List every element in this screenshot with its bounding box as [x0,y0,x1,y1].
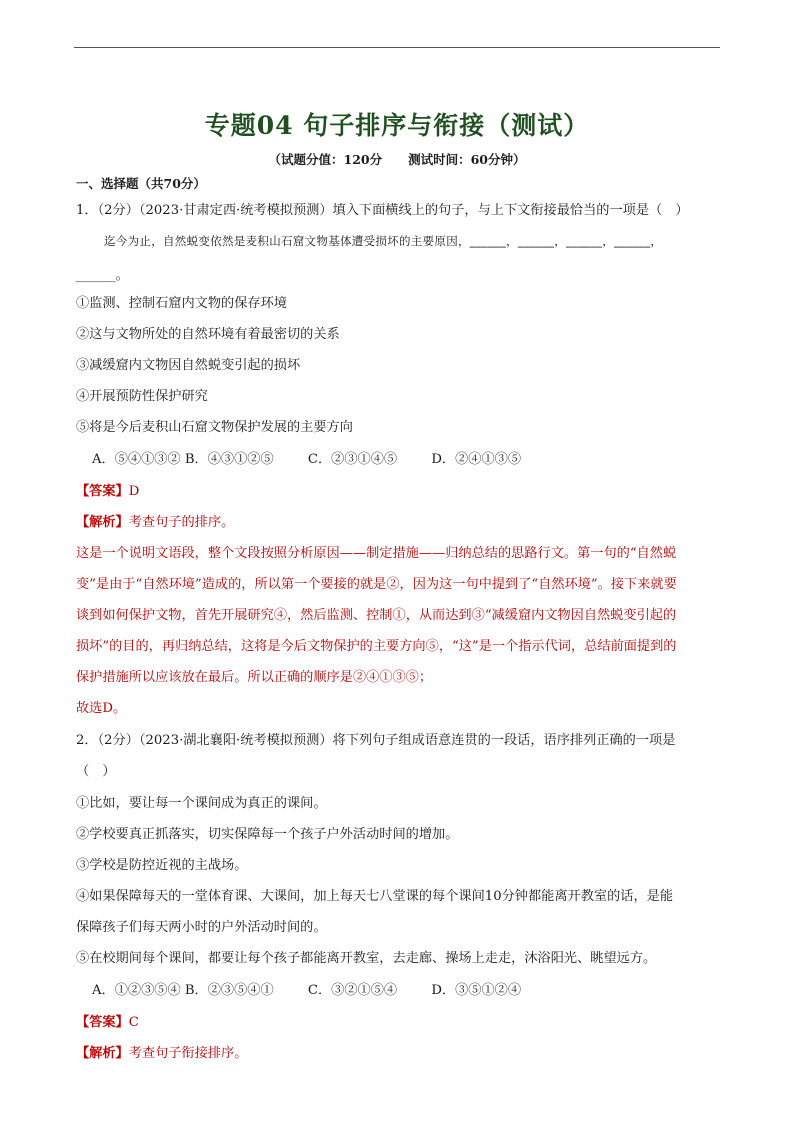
section-heading: 一、选择题（共70分） [76,176,206,191]
q2-option-d[interactable]: D．③⑤①②④ [431,983,522,998]
q1-sentence-1: ①监测、控制石窟内文物的保存环境 [76,296,287,311]
q2-stem-line2: （ ） [76,764,116,779]
q1-sentence-5: ⑤将是今后麦积山石窟文物保护发展的主要方向 [76,420,353,435]
q1-stem: 1．（2分）（2023·甘肃定西·统考模拟预测）填入下面横线上的句子，与上下文衔接最恰当的一项是（ ） [76,203,689,218]
q2-sentence-3: ③学校是防控近视的主战场。 [76,858,248,873]
q1-options [92,448,521,467]
q1-analysis-line2: 变”是由于“自然环境”造成的，所以第一个要接的就是②，因为这一句中提到了“自然环境”。接下来就要 [76,577,677,592]
header-rule [74,47,720,48]
analysis-tag: 【解析】 [76,515,129,530]
q1-analysis-line5: 保护措施所以应该放在最后。所以正确的顺序是②④①③⑤； [76,670,433,685]
exam-meta [0,150,794,168]
q1-option-a[interactable]: A．⑤④①③② [92,452,181,467]
q1-option-d[interactable]: D．②④①③⑤ [431,452,522,467]
answer-tag: 【答案】 [76,484,129,499]
answer-value: D [128,484,140,499]
q2-option-c[interactable]: C．③②①⑤④ [307,983,398,998]
analysis-tag: 【解析】 [76,1046,129,1061]
q1-sentence-4: ④开展预防性保护研究 [76,389,208,404]
q1-conclusion: 故选D。 [76,701,127,716]
q1-passage-line1: 迄今为止，自然蜕变依然是麦积山石窟文物基体遭受损坏的主要原因，______，______，______，______， [104,234,663,248]
page-title: 专题04 句子排序与衔接（测试） [204,111,590,140]
q2-option-a[interactable]: A．①②③⑤④ [92,983,181,998]
q1-answer [76,480,139,499]
q2-analysis [76,1042,247,1061]
analysis-intro: 考查句子衔接排序。 [128,1046,248,1061]
q1-analysis [76,511,234,530]
q2-sentence-1: ①比如，要让每一个课间成为真正的课间。 [76,796,327,811]
q1-option-b[interactable]: B．④③①②⑤ [184,452,274,467]
q2-sentence-4b: 保障孩子们每天两小时的户外活动时间的。 [76,920,327,935]
q2-sentence-5: ⑤在校期间每个课间，都要让每个孩子都能离开教室，去走廊、操场上走走，沐浴阳光、眺望远方。 [76,951,657,966]
q2-stem-line1: 2．（2分）（2023·湖北襄阳·统考模拟预测）将下列句子组成语意连贯的一段话，语序排列正确的一项是 [76,733,676,748]
q1-passage-line2: ______。 [76,268,129,283]
answer-value: C [128,1015,139,1030]
q1-analysis-line4: 损坏”的目的，再归纳总结，这将是今后文物保护的主要方向⑤，“这”是一个指示代词，总结前面提到的 [76,639,677,654]
q2-sentence-4a: ④如果保障每天的一堂体育课、大课间，加上每天七八堂课的每个课间10分钟都能离开教室的话，是能 [76,889,674,904]
q2-option-b[interactable]: B．②③⑤④① [184,983,274,998]
score-info: （试题分值：120分 [268,152,383,167]
q1-sentence-2: ②这与文物所处的自然环境有着最密切的关系 [76,327,340,342]
analysis-intro: 考查句子的排序。 [128,515,235,530]
time-info: 测试时间：60分钟） [408,152,526,167]
q2-options [92,979,521,998]
answer-tag: 【答案】 [76,1015,129,1030]
q1-option-c[interactable]: C．②③①④⑤ [307,452,398,467]
q1-analysis-line1: 这是一个说明文语段，整个文段按照分析原因——制定措施——归纳总结的思路行文。第一句的“自然蜕 [76,546,677,561]
q1-analysis-line3: 谈到如何保护文物，首先开展研究④，然后监测、控制①，从而达到③“减缓窟内文物因自然蜕变引起的 [76,608,677,623]
q2-sentence-2: ②学校要真正抓落实，切实保障每一个孩子户外活动时间的增加。 [76,827,459,842]
q1-sentence-3: ③减缓窟内文物因自然蜕变引起的损坏 [76,358,301,373]
q2-answer [76,1011,139,1030]
